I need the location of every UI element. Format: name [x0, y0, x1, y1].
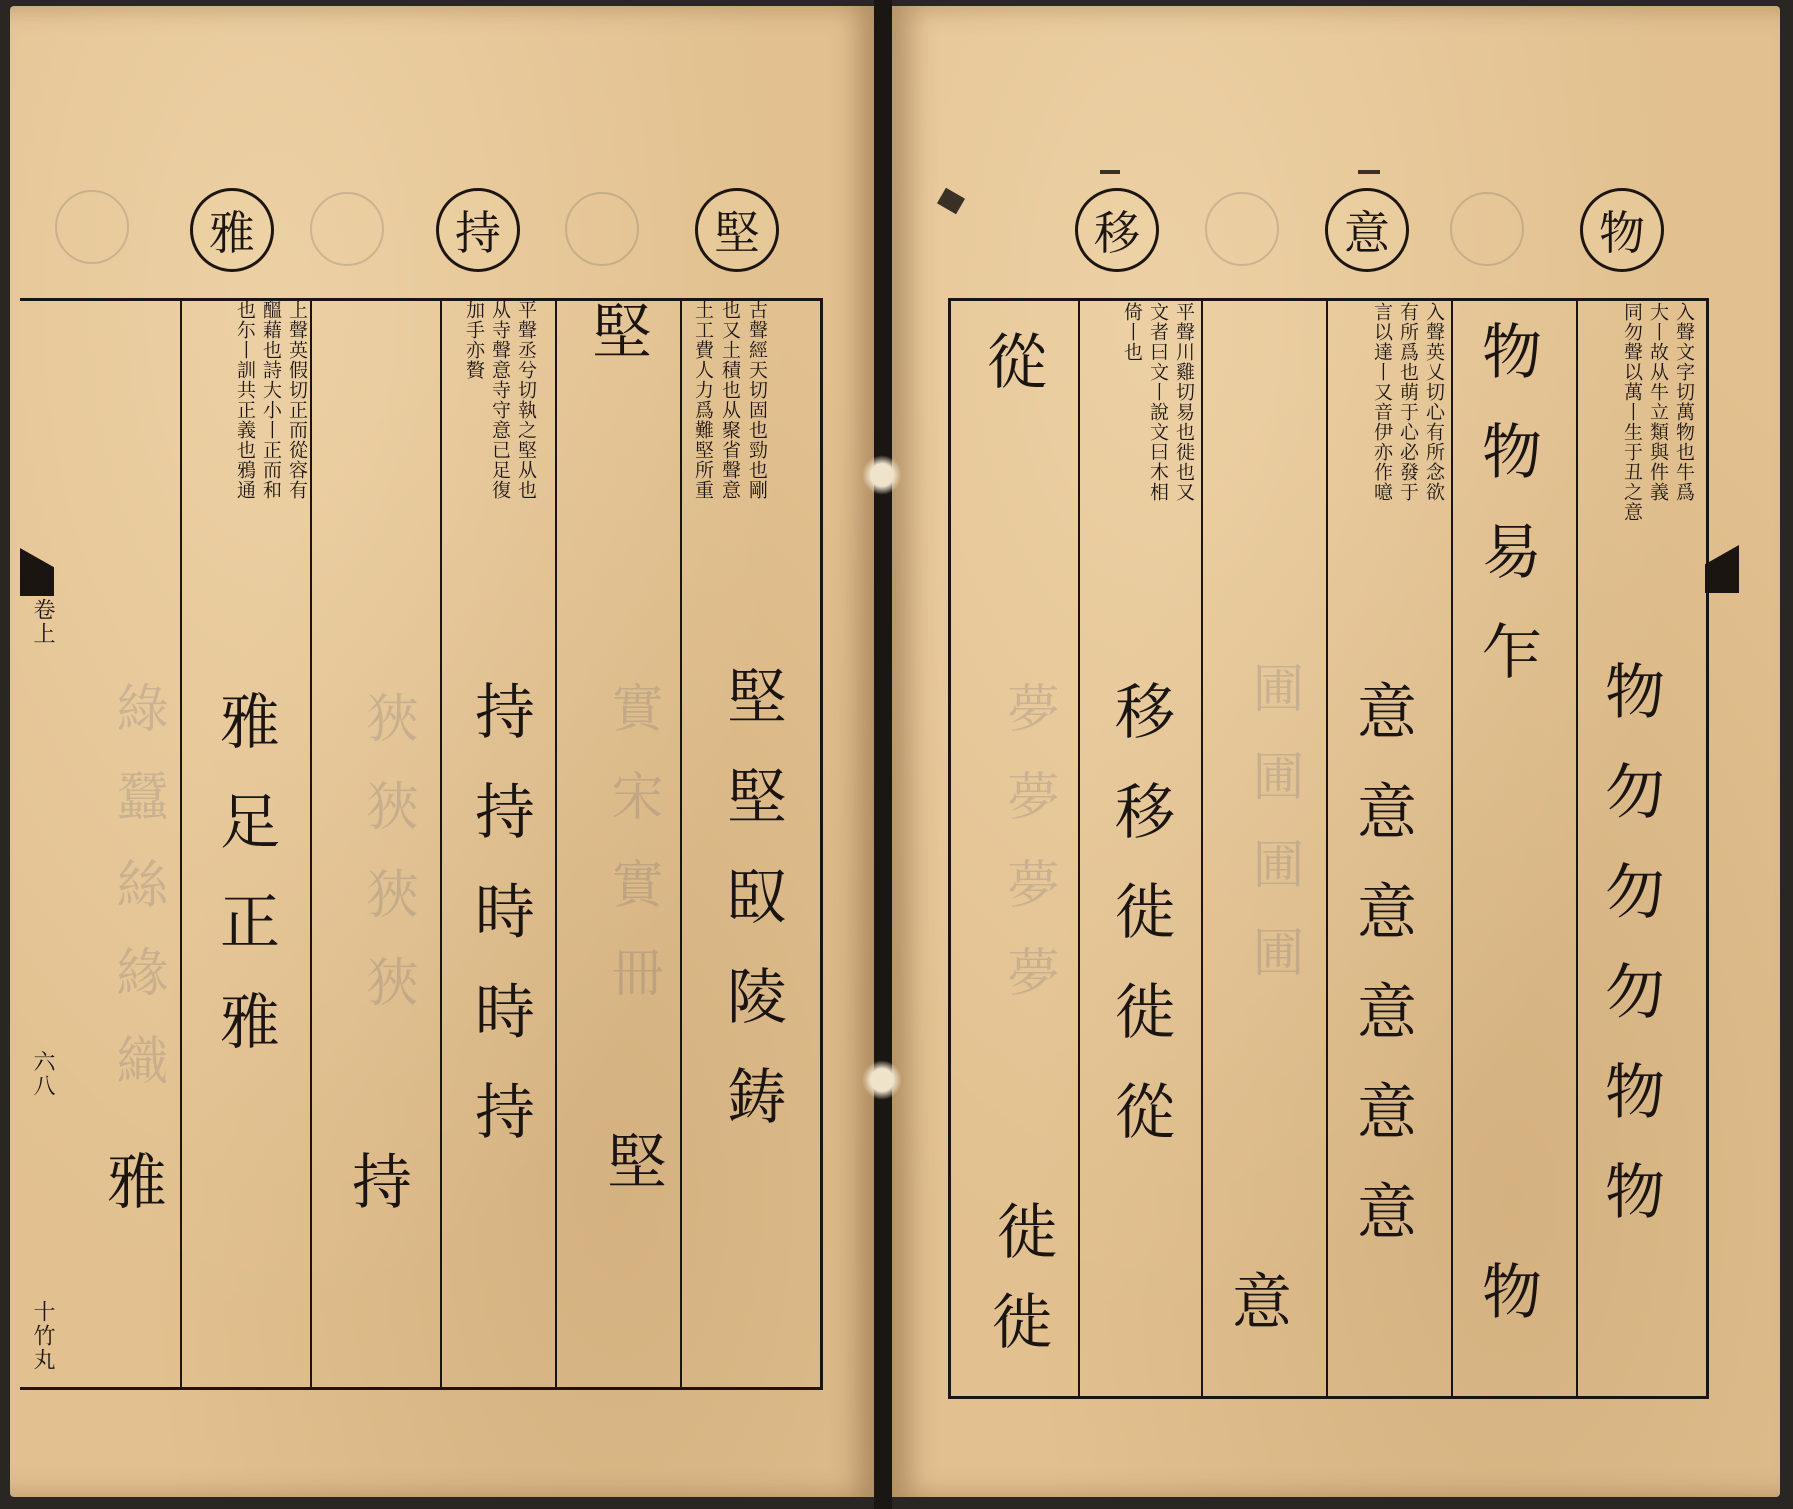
note-line: 也又土積也从聚省聲意 — [719, 300, 741, 500]
seal-forms-column: 雅足正雅 — [210, 690, 280, 1090]
note-line: 古聲經天切固也勁也剛 — [746, 300, 768, 500]
margin-page-number: 六八 — [30, 1050, 55, 1098]
column-rule — [1326, 301, 1328, 1396]
column-rule — [310, 301, 312, 1387]
headword-seal — [1325, 188, 1409, 272]
column-rule — [1078, 301, 1080, 1396]
headword-char: 雅 — [209, 206, 255, 260]
column-rule — [440, 301, 442, 1387]
headword-seal — [1075, 188, 1159, 272]
margin-volume-label: 卷上 — [30, 598, 55, 646]
show-through-column: 圃圃圃圃 — [1243, 661, 1303, 1013]
seal-forms-column: 物勿勿勿物物 — [1595, 660, 1665, 1260]
margin-series-label: 十竹丸 — [30, 1300, 55, 1372]
show-through-column: 綠蠶絲緣織 — [107, 681, 167, 1121]
note-line: 入聲文字切萬物也牛爲 — [1673, 302, 1695, 502]
note-line: 加手亦贅 — [463, 300, 485, 380]
seal-form: 從 — [977, 330, 1047, 430]
binding-thread — [862, 1060, 902, 1100]
note-line: 入聲英乂切心有所念欲 — [1423, 302, 1445, 502]
column-rule — [180, 301, 182, 1387]
headword-char: 持 — [455, 206, 501, 260]
column-rule — [555, 301, 557, 1387]
ghost-seal — [565, 192, 639, 266]
seal-forms-column: 持持時時持 — [465, 680, 535, 1180]
seal-forms-column: 移移徙徙從 — [1105, 680, 1175, 1180]
seal-form: 物 — [1472, 1260, 1542, 1360]
note-line: 土工費人力爲難堅所重 — [692, 300, 714, 500]
seal-forms-column: 堅堅臤陵鋳 — [717, 665, 787, 1165]
note-line: 大丨故从牛立類與件義 — [1647, 302, 1669, 502]
headword-char: 意 — [1344, 206, 1390, 260]
ghost-seal — [55, 190, 129, 264]
seal-form: 意 — [1222, 1270, 1292, 1370]
show-through-column: 夢夢夢夢 — [998, 681, 1058, 1033]
column-rule — [1576, 301, 1578, 1396]
note-line: 也尓丨訓共正義也鴉通 — [234, 300, 256, 500]
ghost-seal — [310, 192, 384, 266]
book-gutter — [874, 0, 892, 1509]
headword-char: 移 — [1094, 206, 1140, 260]
seal-forms-column: 物物易乍 — [1472, 320, 1542, 720]
seal-form: 徙 — [987, 1200, 1057, 1300]
seal-form: 堅 — [597, 1130, 667, 1230]
note-line: 平聲川雞切易也徙也又 — [1173, 302, 1195, 502]
headword-char: 堅 — [714, 206, 760, 260]
column-rule — [1201, 301, 1203, 1396]
ink-smudge — [1358, 170, 1380, 174]
headword-seal — [695, 188, 779, 272]
seal-forms-column: 意意意意意意 — [1347, 680, 1417, 1280]
show-through-column: 實宋實冊 — [602, 681, 662, 1033]
seal-form: 持 — [342, 1150, 412, 1250]
note-line: 言以達丨又音伊亦作噫 — [1371, 302, 1393, 502]
ghost-seal — [1205, 192, 1279, 266]
note-line: 有所爲也萌于心必發于 — [1397, 302, 1419, 502]
ink-smudge — [1100, 170, 1120, 174]
note-line: 醞藉也詩大小丨正而和 — [260, 300, 282, 500]
ghost-seal — [1450, 192, 1524, 266]
seal-form: 徙 — [982, 1290, 1052, 1390]
show-through-column: 狹狹狹狹 — [357, 691, 417, 1043]
headword-char: 物 — [1599, 206, 1645, 260]
seal-form: 雅 — [97, 1150, 167, 1250]
seal-form-heading: 堅 — [582, 300, 652, 400]
note-line: 从寺聲意寺守意已足復 — [489, 300, 511, 500]
headword-seal — [1580, 188, 1664, 272]
column-rule — [1451, 301, 1453, 1396]
column-rule — [680, 301, 682, 1387]
note-line: 平聲丞兮切執之堅从也 — [515, 300, 537, 500]
headword-seal — [436, 188, 520, 272]
note-line: 倚丨也 — [1121, 302, 1143, 362]
binding-thread — [862, 455, 902, 495]
note-line: 上聲英假切正而從容有 — [286, 300, 308, 500]
headword-seal — [190, 188, 274, 272]
note-line: 同勿聲以萬丨生于丑之意 — [1621, 302, 1643, 522]
note-line: 文者曰文丨說文曰木相 — [1147, 302, 1169, 502]
